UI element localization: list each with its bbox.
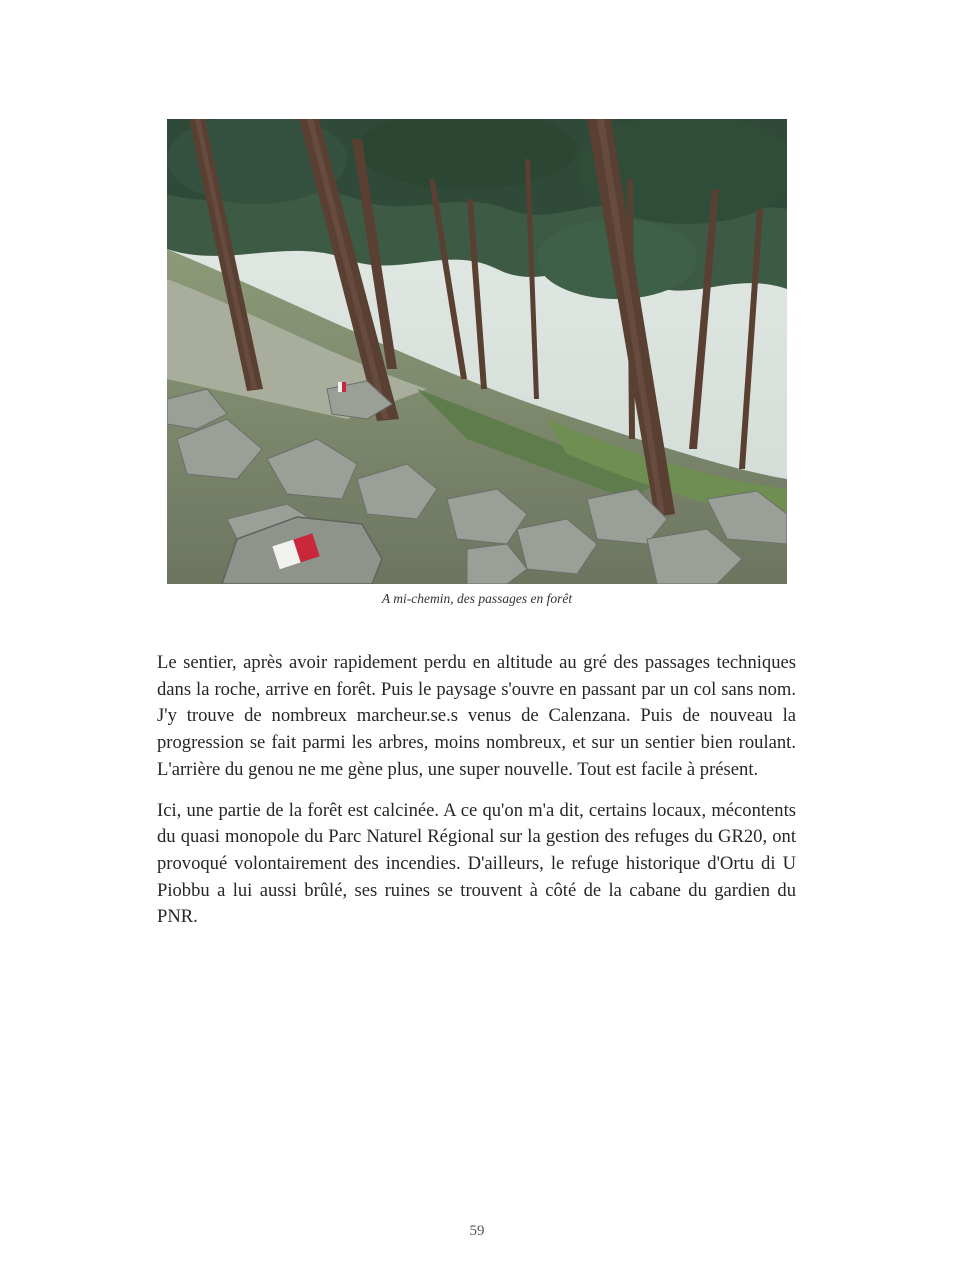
body-text xyxy=(157,650,796,945)
figure-caption: A mi-chemin, des passages en forêt xyxy=(381,591,573,606)
forest-photo-illustration xyxy=(167,119,787,584)
paragraph-burned-forest: Ici, une partie de la forêt est calcinée. A ce qu'on m'a dit, certains locaux, mécontents du quasi monopole du Parc Naturel Régional sur la gestion des refuges du GR20, ont provoqué volontairement des incendies. D'ailleurs, le refuge historique d'Ortu di U Piobbu a lui aussi brûlé, ses ruines se trouvent à côté de la cabane du gardien du PNR. xyxy=(157,799,796,928)
page-number: 59 xyxy=(469,1223,485,1239)
paragraph-trail-forest: Le sentier, après avoir rapidement perdu en altitude au gré des passages techniques dans la roche, arrive en forêt. Puis le paysage s'ouvre en passant par un col sans nom. J'y trouve de nombreux marcheur.se.s venus de Calenzana. Puis de nouveau la progression se fait parmi les arbres, moins nombreux, et sur un sentier bien roulant. L'arrière du genou ne me gène plus, une super nouvelle. Tout est facile à présent. xyxy=(157,652,796,780)
forest-photo xyxy=(167,119,787,584)
